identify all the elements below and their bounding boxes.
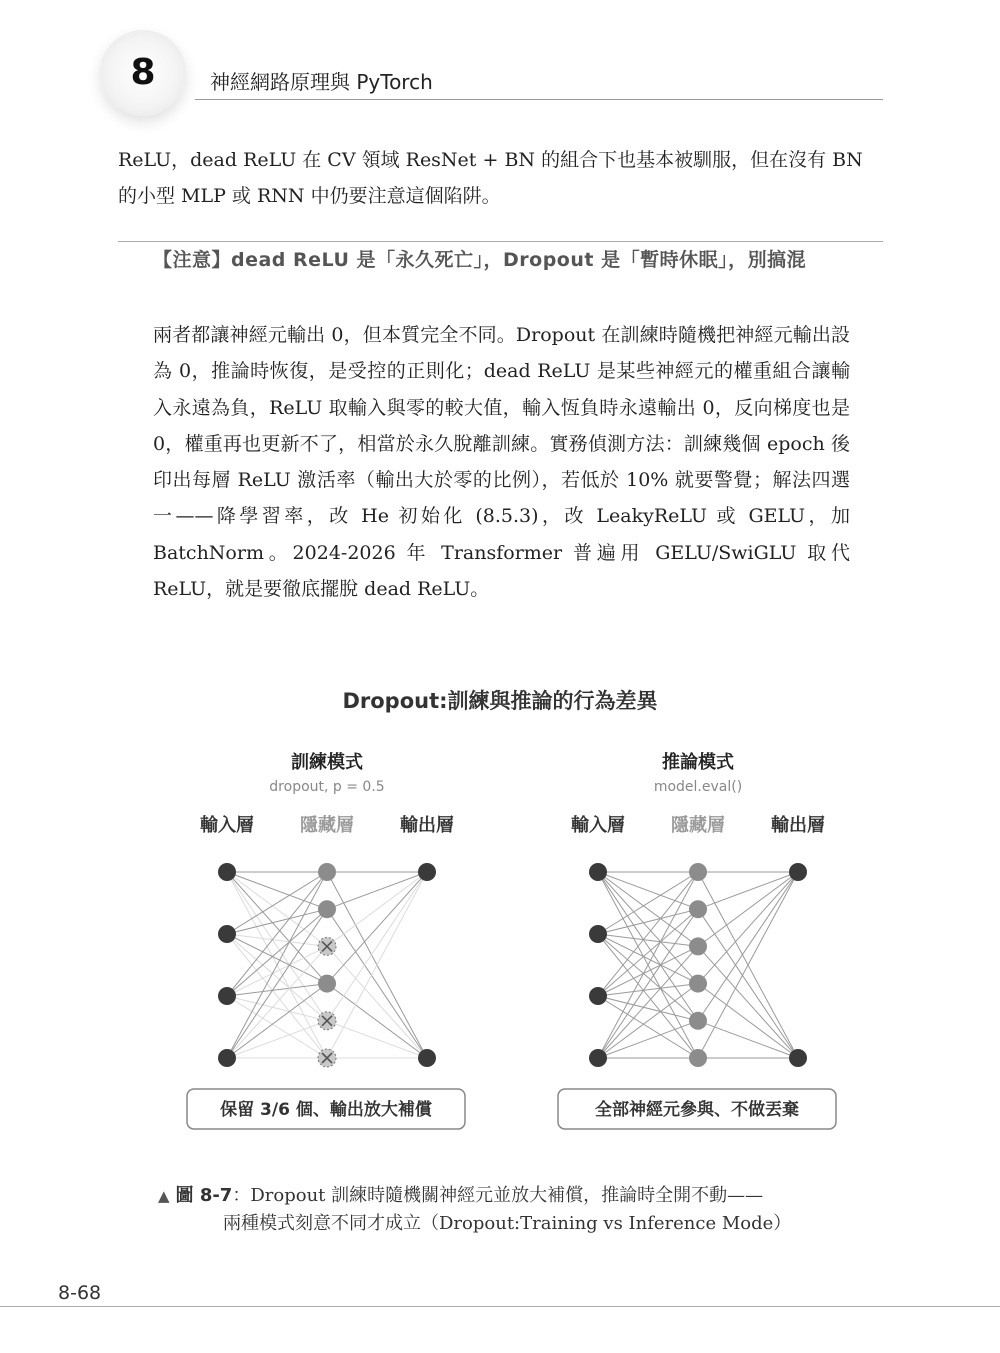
panel-title: 訓練模式: [291, 752, 363, 773]
input-node: [218, 863, 236, 881]
connection-edge: [598, 872, 698, 934]
connection-edge: [327, 909, 427, 1058]
input-node: [589, 925, 607, 943]
dropout-figure: [140, 678, 860, 1138]
layer-label-output: 輸出層: [400, 815, 454, 836]
input-node: [218, 925, 236, 943]
intro-paragraph: ReLU，dead ReLU 在 CV 領域 ResNet + BN 的組合下也基本被馴服，但在沒有 BN 的小型 MLP 或 RNN 中仍要注意這個陷阱。: [118, 149, 863, 207]
connection-edge: [327, 872, 427, 984]
connection-edge: [327, 872, 427, 946]
header-divider: [195, 99, 883, 100]
connection-edge: [598, 984, 698, 1058]
chapter-number: 8: [130, 52, 156, 93]
layer-label-hidden: 隱藏層: [300, 815, 354, 836]
connection-edge: [698, 872, 798, 984]
panel-subtitle: model.eval(): [653, 779, 743, 795]
connection-edge: [598, 872, 698, 984]
connection-edge: [327, 872, 427, 909]
connection-edge: [327, 984, 427, 1058]
chapter-badge: [100, 30, 186, 116]
input-node: [589, 863, 607, 881]
caption-line2: 兩種模式刻意不同才成立（Dropout:Training vs Inference Mode）: [223, 1213, 792, 1234]
input-node: [218, 987, 236, 1005]
hidden-node: [689, 863, 707, 881]
connection-edge: [698, 872, 798, 1021]
connection-edge: [227, 872, 327, 934]
connection-edge: [227, 946, 327, 996]
panel-subtitle: dropout, p = 0.5: [269, 779, 385, 795]
connection-edge: [698, 909, 798, 1058]
page-number: 8-68: [58, 1282, 102, 1304]
connection-edge: [227, 934, 327, 984]
footer-divider: [0, 1306, 1000, 1307]
hidden-node: [318, 863, 336, 881]
connection-edge: [598, 996, 698, 1058]
caption-line1: ：Dropout 訓練時隨機關神經元並放大補償，推論時全開不動——: [232, 1185, 764, 1206]
connection-edge: [227, 872, 327, 946]
hidden-node: [318, 900, 336, 918]
hidden-node: [318, 975, 336, 993]
connection-edge: [227, 946, 327, 1058]
caption-marker: ▲: [158, 1187, 170, 1205]
layer-label-output: 輸出層: [771, 815, 825, 836]
output-node: [418, 1049, 436, 1067]
connection-edge: [598, 934, 698, 984]
connection-edge: [598, 946, 698, 996]
dropout-diagram: [140, 678, 860, 1138]
connection-edge: [598, 872, 698, 946]
layer-label-input: 輸入層: [200, 815, 254, 836]
connection-edge: [698, 872, 798, 946]
connection-edge: [698, 872, 798, 909]
connection-edge: [227, 984, 327, 1058]
hidden-node: [689, 900, 707, 918]
note-title: 【注意】dead ReLU 是「永久死亡」，Dropout 是「暫時休眠」，別搞混: [153, 249, 807, 271]
output-node: [789, 863, 807, 881]
connection-edge: [698, 984, 798, 1058]
hidden-node: [689, 1049, 707, 1067]
connection-edge: [698, 946, 798, 1058]
connection-edge: [598, 946, 698, 1058]
note-body: 兩者都讓神經元輸出 0，但本質完全不同。Dropout 在訓練時隨機把神經元輸出設為 0，推論時恢復，是受控的正則化；dead ReLU 是某些神經元的權重組合讓輸入永遠為負，ReLU 取輸入與零的較大值，輸入恆負時永遠輸出 0，反向梯度也是 0，權重再也更新不了，相當於永久脫離訓練。實務偵測方法：訓練幾個 epoch 後印出每層 ReLU 激活率（輸出大於零的比例），若低於 10% 就要警覺；解法四選一——降學習率，改 He 初始化 (8.5.3)，改 LeakyReLU 或 GELU，加 BatchNorm。2024-2026 年 Transformer 普遍用 GELU/SwiGLU 取代 ReLU，就是要徹底擺脫 dead ReLU。: [153, 324, 850, 601]
connection-edge: [227, 996, 327, 1058]
input-node: [589, 1049, 607, 1067]
panel-result-text: 保留 3/6 個、輸出放大補償: [220, 1100, 432, 1120]
layer-label-hidden: 隱藏層: [671, 815, 725, 836]
figure-caption: [158, 1182, 858, 1238]
connection-edge: [227, 872, 327, 984]
input-node: [589, 987, 607, 1005]
connection-edge: [698, 1021, 798, 1058]
connection-edge: [327, 1021, 427, 1058]
connection-edge: [327, 946, 427, 1058]
hidden-node: [689, 937, 707, 955]
hidden-node: [689, 975, 707, 993]
connection-edge: [327, 872, 427, 1021]
output-node: [418, 863, 436, 881]
hidden-node: [689, 1012, 707, 1030]
input-node: [218, 1049, 236, 1067]
caption-label: 圖 8-7: [175, 1185, 233, 1206]
note-divider: [118, 241, 883, 242]
output-node: [789, 1049, 807, 1067]
layer-label-input: 輸入層: [571, 815, 625, 836]
figure-title: Dropout:訓練與推論的行為差異: [342, 689, 658, 713]
chapter-title: 神經網路原理與 PyTorch: [210, 70, 433, 94]
panel-title: 推論模式: [662, 752, 734, 773]
panel-result-text: 全部神經元參與、不做丟棄: [595, 1100, 799, 1120]
